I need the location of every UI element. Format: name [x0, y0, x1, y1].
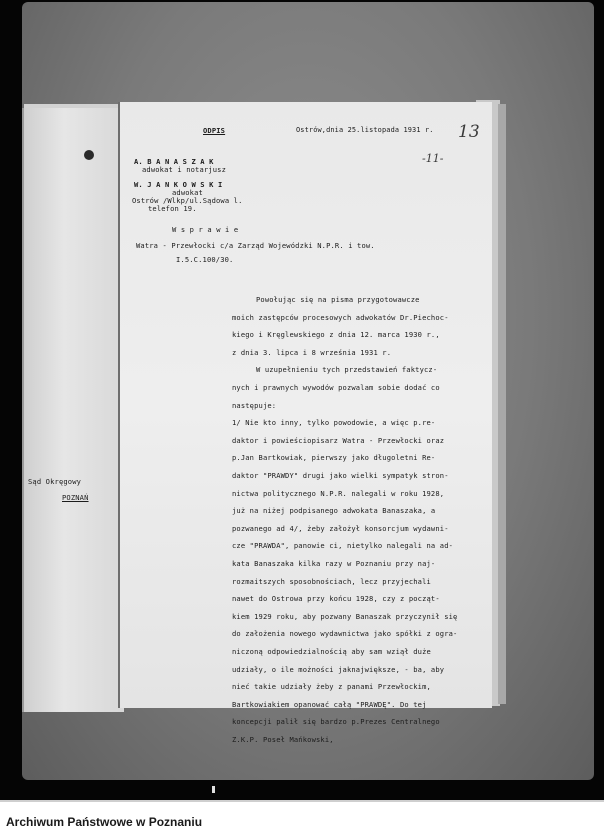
sender-name-1: A. B A N A S Z A K	[134, 157, 214, 166]
subject-label: W s p r a w i e	[172, 225, 239, 234]
addressee-city: POZNAŃ	[62, 493, 89, 502]
body-line: Z.K.P. Poseł Mańkowski,	[232, 735, 334, 744]
body-line: nawet do Ostrowa przy końcu 1928, czy z począt-	[232, 594, 440, 603]
addressee-court: Sąd Okręgowy	[28, 477, 82, 486]
body-line: W uzupełnieniu tych przedstawień faktycz-	[256, 365, 438, 374]
sender-phone: telefon 19.	[148, 204, 197, 213]
body-line: rozmaitszych sposobnościach, lecz przyjechali	[232, 577, 431, 586]
body-line: moich zastępców procesowych adwokatów Dr.Piechoc-	[232, 313, 449, 322]
punch-hole	[84, 150, 94, 160]
body-line: nieć takie udziały żeby z panami Przewłockim,	[232, 682, 431, 691]
subject-case-number: I.5.C.100/30.	[176, 255, 234, 264]
sender-name-2: W. J A N K O W S K I	[134, 180, 223, 189]
left-sheet	[22, 108, 124, 712]
body-line: daktor "PRAWDY" drugi jako wielki sympatyk stron-	[232, 471, 449, 480]
body-line: Powołując się na pisma przygotowawcze	[256, 295, 420, 304]
handwritten-number: -11-	[422, 152, 444, 165]
body-line: nych i prawnych wywodów pozwalam sobie dodać co	[232, 383, 440, 392]
copy-label: ODPIS	[203, 126, 226, 135]
body-line: do założenia nowego wydawnictwa jako spółki z ogra-	[232, 629, 458, 638]
document-page	[120, 102, 492, 744]
place-date: Ostrów,dnia 25.listopada 1931 r.	[296, 126, 434, 134]
body-line: niczoną odpowiedzialnością aby sam wziął duże	[232, 647, 431, 656]
back-sheet-edge	[498, 104, 506, 704]
body-line: udziały, o ile możności jaknajwiększe, - ba, aby	[232, 665, 445, 674]
film-mark	[212, 786, 215, 793]
body-line: pozwanego ad 4/, żeby założył konsorcjum wydawni-	[232, 524, 449, 533]
body-line: koncepcji palił się bardzo p.Prezes Centralnego	[232, 717, 440, 726]
body-line: kiego i Kręglewskiego z dnia 12. marca 1930 r.,	[232, 330, 440, 339]
body-line: z dnia 3. lipca i 8 września 1931 r.	[232, 348, 392, 357]
footer-divider	[0, 800, 604, 802]
body-line: kata Banaszaka kilka razy w Poznaniu przy naj-	[232, 559, 436, 568]
body-line: cze "PRAWDA", panowie ci, nietylko nalegali na ad-	[232, 541, 454, 550]
sender-address: Ostrów /Wlkp/ul.Sądowa l.	[132, 196, 243, 205]
body-line: Bartkowiakiem opanować całą "PRAWDĘ". Do tej	[232, 700, 427, 709]
body-line: następuje:	[232, 401, 277, 410]
body-line: nictwa politycznego N.P.R. nalegali w roku 1928,	[232, 489, 445, 498]
body-line: 1/ Nie kto inny, tylko powodowie, a więc p.re-	[232, 418, 436, 427]
archive-caption: Archiwum Państwowe w Poznaniu	[6, 815, 203, 829]
body-line: już na niżej podpisanego adwokata Banaszaka, a	[232, 506, 436, 515]
sender-title-2: adwokat	[172, 188, 203, 197]
body-line: kiem 1929 roku, aby pozwany Banaszak przyczynił się	[232, 612, 458, 621]
body-line: daktor i powieściopisarz Watra - Przewłocki oraz	[232, 436, 445, 445]
body-line: p.Jan Bartkowiak, pierwszy jako długoletni Re-	[232, 453, 436, 462]
subject-parties: Watra - Przewłocki c/a Zarząd Wojewódzki N.P.R. i tow.	[136, 241, 375, 250]
handwritten-folio: 13	[458, 122, 480, 142]
sender-title-1: adwokat i notarjusz	[142, 165, 226, 174]
